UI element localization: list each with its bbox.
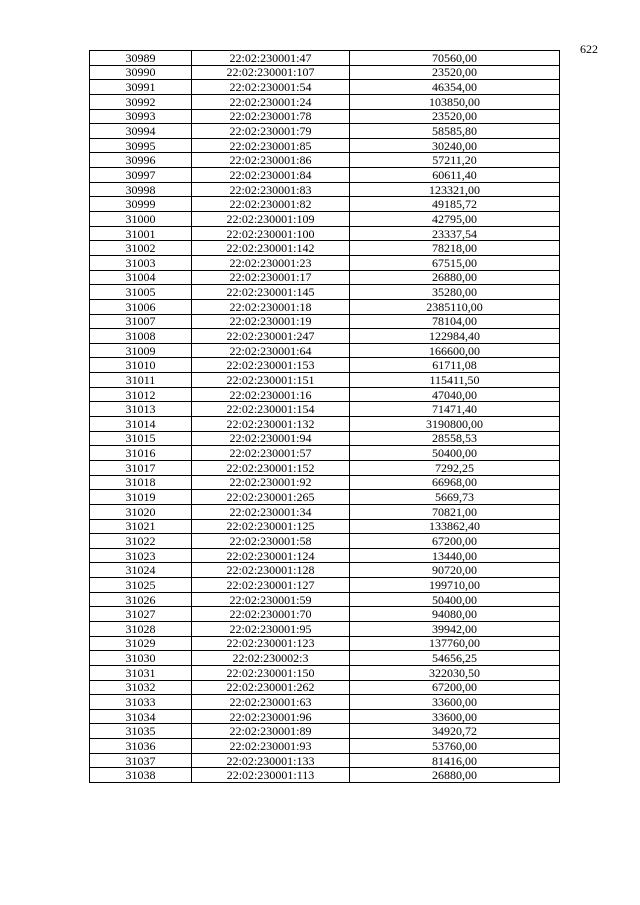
row-index-cell: 31038 <box>90 768 192 783</box>
table-row <box>90 343 560 358</box>
cadastral-number-cell: 22:02:230001:16 <box>192 387 350 402</box>
table-row <box>90 578 560 593</box>
table-row <box>90 709 560 724</box>
table-row <box>90 299 560 314</box>
row-index-cell: 30991 <box>90 80 192 95</box>
row-index-cell: 31005 <box>90 285 192 300</box>
cadastral-number-cell: 22:02:230001:109 <box>192 212 350 227</box>
cadastral-number-cell: 22:02:230001:23 <box>192 255 350 270</box>
row-index-cell: 31022 <box>90 534 192 549</box>
value-cell: 322030,50 <box>350 665 560 680</box>
row-index-cell: 30997 <box>90 168 192 183</box>
row-index-cell: 30998 <box>90 182 192 197</box>
table-body <box>90 51 560 783</box>
row-index-cell: 30994 <box>90 124 192 139</box>
table-row <box>90 314 560 329</box>
cadastral-number-cell: 22:02:230001:58 <box>192 534 350 549</box>
row-index-cell: 31009 <box>90 343 192 358</box>
row-index-cell: 30996 <box>90 153 192 168</box>
value-cell: 46354,00 <box>350 80 560 95</box>
row-index-cell: 31008 <box>90 329 192 344</box>
cadastral-number-cell: 22:02:230001:34 <box>192 504 350 519</box>
value-cell: 61711,08 <box>350 358 560 373</box>
value-cell: 30240,00 <box>350 138 560 153</box>
row-index-cell: 31034 <box>90 709 192 724</box>
row-index-cell: 31001 <box>90 226 192 241</box>
cadastral-number-cell: 22:02:230001:113 <box>192 768 350 783</box>
cadastral-number-cell: 22:02:230001:127 <box>192 578 350 593</box>
row-index-cell: 30989 <box>90 51 192 66</box>
table-row <box>90 519 560 534</box>
row-index-cell: 31016 <box>90 446 192 461</box>
cadastral-number-cell: 22:02:230001:128 <box>192 563 350 578</box>
value-cell: 166600,00 <box>350 343 560 358</box>
cadastral-number-cell: 22:02:230001:63 <box>192 695 350 710</box>
table-row <box>90 168 560 183</box>
cadastral-number-cell: 22:02:230001:86 <box>192 153 350 168</box>
cadastral-number-cell: 22:02:230001:18 <box>192 299 350 314</box>
value-cell: 78104,00 <box>350 314 560 329</box>
value-cell: 66968,00 <box>350 475 560 490</box>
table-row <box>90 431 560 446</box>
cadastral-number-cell: 22:02:230001:19 <box>192 314 350 329</box>
table-row <box>90 475 560 490</box>
cadastral-value-table <box>89 50 560 783</box>
row-index-cell: 31011 <box>90 373 192 388</box>
row-index-cell: 31013 <box>90 402 192 417</box>
cadastral-number-cell: 22:02:230001:154 <box>192 402 350 417</box>
value-cell: 3190800,00 <box>350 417 560 432</box>
value-cell: 34920,72 <box>350 724 560 739</box>
cadastral-number-cell: 22:02:230001:124 <box>192 548 350 563</box>
cadastral-number-cell: 22:02:230001:89 <box>192 724 350 739</box>
table-row <box>90 358 560 373</box>
table-row <box>90 138 560 153</box>
cadastral-number-cell: 22:02:230001:17 <box>192 270 350 285</box>
value-cell: 2385110,00 <box>350 299 560 314</box>
table-row <box>90 51 560 66</box>
table-row <box>90 592 560 607</box>
row-index-cell: 31010 <box>90 358 192 373</box>
cadastral-number-cell: 22:02:230001:152 <box>192 460 350 475</box>
table-row <box>90 460 560 475</box>
cadastral-number-cell: 22:02:230001:150 <box>192 665 350 680</box>
cadastral-number-cell: 22:02:230001:54 <box>192 80 350 95</box>
table-row <box>90 636 560 651</box>
value-cell: 53760,00 <box>350 739 560 754</box>
table-row <box>90 490 560 505</box>
row-index-cell: 31018 <box>90 475 192 490</box>
value-cell: 71471,40 <box>350 402 560 417</box>
value-cell: 103850,00 <box>350 94 560 109</box>
value-cell: 28558,53 <box>350 431 560 446</box>
cadastral-number-cell: 22:02:230001:79 <box>192 124 350 139</box>
row-index-cell: 30999 <box>90 197 192 212</box>
cadastral-number-cell: 22:02:230001:70 <box>192 607 350 622</box>
value-cell: 133862,40 <box>350 519 560 534</box>
table-row <box>90 124 560 139</box>
table-row <box>90 753 560 768</box>
row-index-cell: 31027 <box>90 607 192 622</box>
value-cell: 78218,00 <box>350 241 560 256</box>
table-row <box>90 680 560 695</box>
cadastral-number-cell: 22:02:230001:59 <box>192 592 350 607</box>
document-table-container <box>89 50 559 783</box>
value-cell: 26880,00 <box>350 768 560 783</box>
table-row <box>90 65 560 80</box>
row-index-cell: 31019 <box>90 490 192 505</box>
row-index-cell: 31004 <box>90 270 192 285</box>
row-index-cell: 31003 <box>90 255 192 270</box>
value-cell: 199710,00 <box>350 578 560 593</box>
value-cell: 67515,00 <box>350 255 560 270</box>
cadastral-number-cell: 22:02:230001:142 <box>192 241 350 256</box>
table-row <box>90 665 560 680</box>
row-index-cell: 31012 <box>90 387 192 402</box>
row-index-cell: 30990 <box>90 65 192 80</box>
cadastral-number-cell: 22:02:230001:262 <box>192 680 350 695</box>
value-cell: 115411,50 <box>350 373 560 388</box>
cadastral-number-cell: 22:02:230001:47 <box>192 51 350 66</box>
table-row <box>90 724 560 739</box>
cadastral-number-cell: 22:02:230001:96 <box>192 709 350 724</box>
cadastral-number-cell: 22:02:230001:100 <box>192 226 350 241</box>
row-index-cell: 31026 <box>90 592 192 607</box>
table-row <box>90 226 560 241</box>
table-row <box>90 695 560 710</box>
table-row <box>90 417 560 432</box>
cadastral-number-cell: 22:02:230001:93 <box>192 739 350 754</box>
table-row <box>90 109 560 124</box>
row-index-cell: 31021 <box>90 519 192 534</box>
cadastral-number-cell: 22:02:230002:3 <box>192 651 350 666</box>
cadastral-number-cell: 22:02:230001:107 <box>192 65 350 80</box>
table-row <box>90 387 560 402</box>
table-row <box>90 373 560 388</box>
table-row <box>90 329 560 344</box>
value-cell: 5669,73 <box>350 490 560 505</box>
row-index-cell: 31020 <box>90 504 192 519</box>
row-index-cell: 31023 <box>90 548 192 563</box>
value-cell: 57211,20 <box>350 153 560 168</box>
value-cell: 67200,00 <box>350 680 560 695</box>
row-index-cell: 30992 <box>90 94 192 109</box>
value-cell: 23520,00 <box>350 109 560 124</box>
table-row <box>90 94 560 109</box>
value-cell: 70560,00 <box>350 51 560 66</box>
cadastral-number-cell: 22:02:230001:64 <box>192 343 350 358</box>
value-cell: 122984,40 <box>350 329 560 344</box>
cadastral-number-cell: 22:02:230001:83 <box>192 182 350 197</box>
value-cell: 23520,00 <box>350 65 560 80</box>
value-cell: 90720,00 <box>350 563 560 578</box>
table-row <box>90 563 560 578</box>
page-number: 622 <box>580 42 598 56</box>
row-index-cell: 31031 <box>90 665 192 680</box>
table-row <box>90 285 560 300</box>
value-cell: 26880,00 <box>350 270 560 285</box>
cadastral-number-cell: 22:02:230001:151 <box>192 373 350 388</box>
value-cell: 81416,00 <box>350 753 560 768</box>
cadastral-number-cell: 22:02:230001:84 <box>192 168 350 183</box>
row-index-cell: 31002 <box>90 241 192 256</box>
table-row <box>90 651 560 666</box>
cadastral-number-cell: 22:02:230001:132 <box>192 417 350 432</box>
value-cell: 50400,00 <box>350 446 560 461</box>
table-row <box>90 607 560 622</box>
table-row <box>90 446 560 461</box>
row-index-cell: 31025 <box>90 578 192 593</box>
row-index-cell: 31007 <box>90 314 192 329</box>
value-cell: 137760,00 <box>350 636 560 651</box>
row-index-cell: 31024 <box>90 563 192 578</box>
cadastral-number-cell: 22:02:230001:247 <box>192 329 350 344</box>
row-index-cell: 31035 <box>90 724 192 739</box>
table-row <box>90 197 560 212</box>
value-cell: 33600,00 <box>350 695 560 710</box>
value-cell: 42795,00 <box>350 212 560 227</box>
row-index-cell: 31014 <box>90 417 192 432</box>
table-row <box>90 548 560 563</box>
cadastral-number-cell: 22:02:230001:94 <box>192 431 350 446</box>
cadastral-number-cell: 22:02:230001:153 <box>192 358 350 373</box>
row-index-cell: 31015 <box>90 431 192 446</box>
row-index-cell: 31033 <box>90 695 192 710</box>
value-cell: 70821,00 <box>350 504 560 519</box>
value-cell: 60611,40 <box>350 168 560 183</box>
cadastral-number-cell: 22:02:230001:133 <box>192 753 350 768</box>
cadastral-number-cell: 22:02:230001:82 <box>192 197 350 212</box>
cadastral-number-cell: 22:02:230001:24 <box>192 94 350 109</box>
row-index-cell: 31029 <box>90 636 192 651</box>
cadastral-number-cell: 22:02:230001:78 <box>192 109 350 124</box>
cadastral-number-cell: 22:02:230001:265 <box>192 490 350 505</box>
row-index-cell: 30995 <box>90 138 192 153</box>
row-index-cell: 31017 <box>90 460 192 475</box>
value-cell: 58585,80 <box>350 124 560 139</box>
table-row <box>90 255 560 270</box>
table-row <box>90 212 560 227</box>
row-index-cell: 31028 <box>90 621 192 636</box>
table-row <box>90 153 560 168</box>
value-cell: 50400,00 <box>350 592 560 607</box>
value-cell: 54656,25 <box>350 651 560 666</box>
table-row <box>90 621 560 636</box>
value-cell: 23337,54 <box>350 226 560 241</box>
cadastral-number-cell: 22:02:230001:95 <box>192 621 350 636</box>
value-cell: 39942,00 <box>350 621 560 636</box>
value-cell: 35280,00 <box>350 285 560 300</box>
row-index-cell: 31006 <box>90 299 192 314</box>
value-cell: 7292,25 <box>350 460 560 475</box>
row-index-cell: 30993 <box>90 109 192 124</box>
value-cell: 47040,00 <box>350 387 560 402</box>
row-index-cell: 31036 <box>90 739 192 754</box>
cadastral-number-cell: 22:02:230001:125 <box>192 519 350 534</box>
table-row <box>90 80 560 95</box>
cadastral-number-cell: 22:02:230001:92 <box>192 475 350 490</box>
value-cell: 123321,00 <box>350 182 560 197</box>
table-row <box>90 739 560 754</box>
row-index-cell: 31000 <box>90 212 192 227</box>
table-row <box>90 241 560 256</box>
table-row <box>90 402 560 417</box>
value-cell: 49185,72 <box>350 197 560 212</box>
row-index-cell: 31032 <box>90 680 192 695</box>
row-index-cell: 31037 <box>90 753 192 768</box>
value-cell: 33600,00 <box>350 709 560 724</box>
cadastral-number-cell: 22:02:230001:123 <box>192 636 350 651</box>
row-index-cell: 31030 <box>90 651 192 666</box>
value-cell: 67200,00 <box>350 534 560 549</box>
value-cell: 94080,00 <box>350 607 560 622</box>
table-row <box>90 504 560 519</box>
table-row <box>90 182 560 197</box>
cadastral-number-cell: 22:02:230001:145 <box>192 285 350 300</box>
table-row <box>90 768 560 783</box>
table-row <box>90 270 560 285</box>
cadastral-number-cell: 22:02:230001:57 <box>192 446 350 461</box>
table-row <box>90 534 560 549</box>
cadastral-number-cell: 22:02:230001:85 <box>192 138 350 153</box>
value-cell: 13440,00 <box>350 548 560 563</box>
